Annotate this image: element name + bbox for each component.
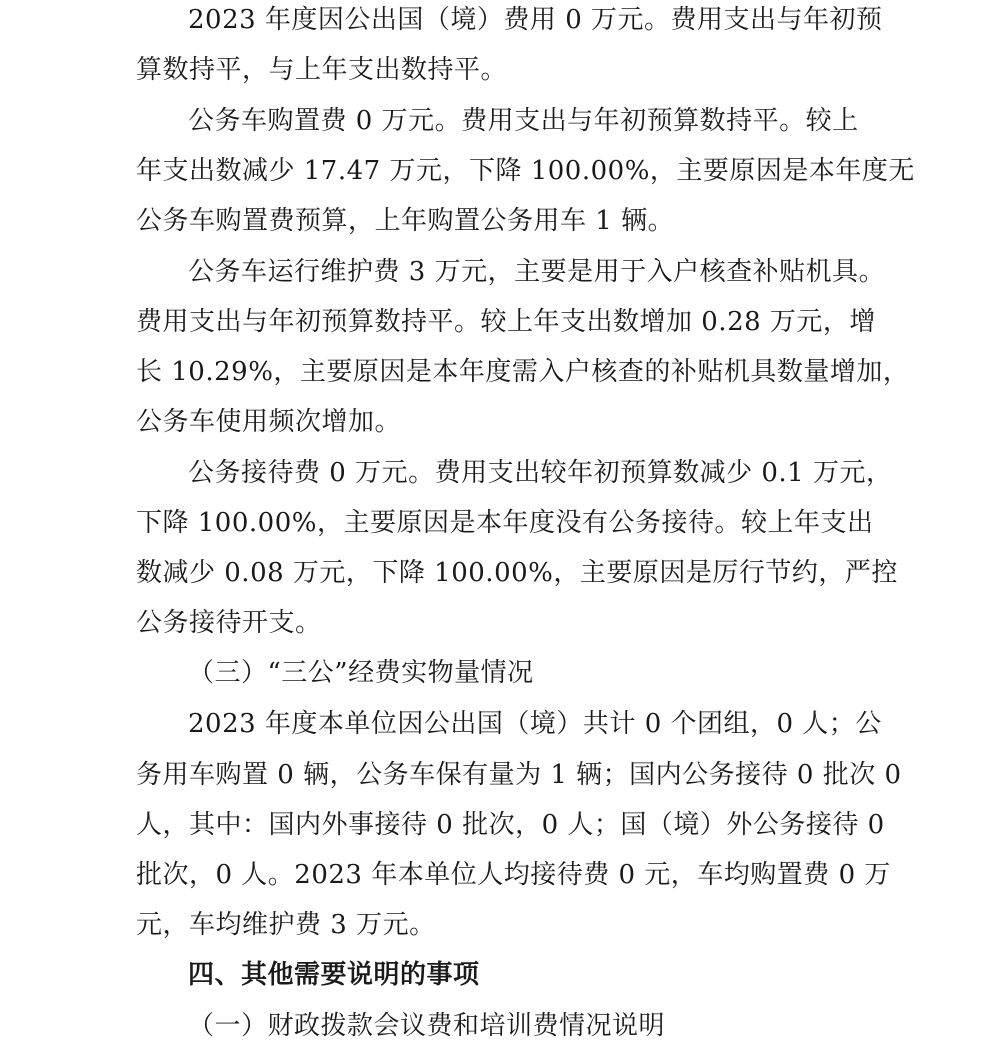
paragraph-line: 费用支出与年初预算数持平。较上年支出数增加 0.28 万元，增 [136, 307, 876, 337]
paragraph-line: 算数持平，与上年支出数持平。 [136, 55, 508, 85]
paragraph-line: 人，其中：国内外事接待 0 批次，0 人；国（境）外公务接待 0 [136, 810, 885, 840]
section-heading: 四、其他需要说明的事项 [188, 960, 480, 990]
subsection-heading: （三）“三公”经费实物量情况 [188, 658, 534, 688]
paragraph-line: 公务接待开支。 [136, 608, 322, 638]
paragraph-line: 公务车购置费 0 万元。费用支出与年初预算数持平。较上 [188, 106, 859, 136]
paragraph-line: 元，车均维护费 3 万元。 [136, 910, 436, 940]
paragraph-line: 公务车使用频次增加。 [136, 407, 402, 437]
paragraph-line: 2023 年度因公出国（境）费用 0 万元。费用支出与年初预 [188, 5, 883, 35]
paragraph-line: 下降 100.00%，主要原因是本年度没有公务接待。较上年支出 [136, 508, 874, 538]
paragraph-line: 公务车购置费预算，上年购置公务用车 1 辆。 [136, 206, 675, 236]
paragraph-line: 长 10.29%，主要原因是本年度需入户核查的补贴机具数量增加， [136, 357, 910, 387]
paragraph-line: 务用车购置 0 辆，公务车保有量为 1 辆；国内公务接待 0 批次 0 [136, 760, 902, 790]
paragraph-line: 公务接待费 0 万元。费用支出较年初预算数减少 0.1 万元， [188, 458, 893, 488]
paragraph-line: 2023 年度本单位因公出国（境）共计 0 个团组，0 人；公 [188, 709, 882, 739]
paragraph-line: 数减少 0.08 万元，下降 100.00%，主要原因是厉行节约，严控 [136, 558, 898, 588]
paragraph-line: 年支出数减少 17.47 万元，下降 100.00%，主要原因是本年度无 [136, 156, 915, 186]
paragraph-line: 公务车运行维护费 3 万元，主要是用于入户核查补贴机具。 [188, 257, 886, 287]
subsection-heading: （一）财政拨款会议费和培训费情况说明 [188, 1011, 666, 1041]
paragraph-line: 批次，0 人。2023 年本单位人均接待费 0 元，车均购置费 0 万 [136, 860, 891, 890]
